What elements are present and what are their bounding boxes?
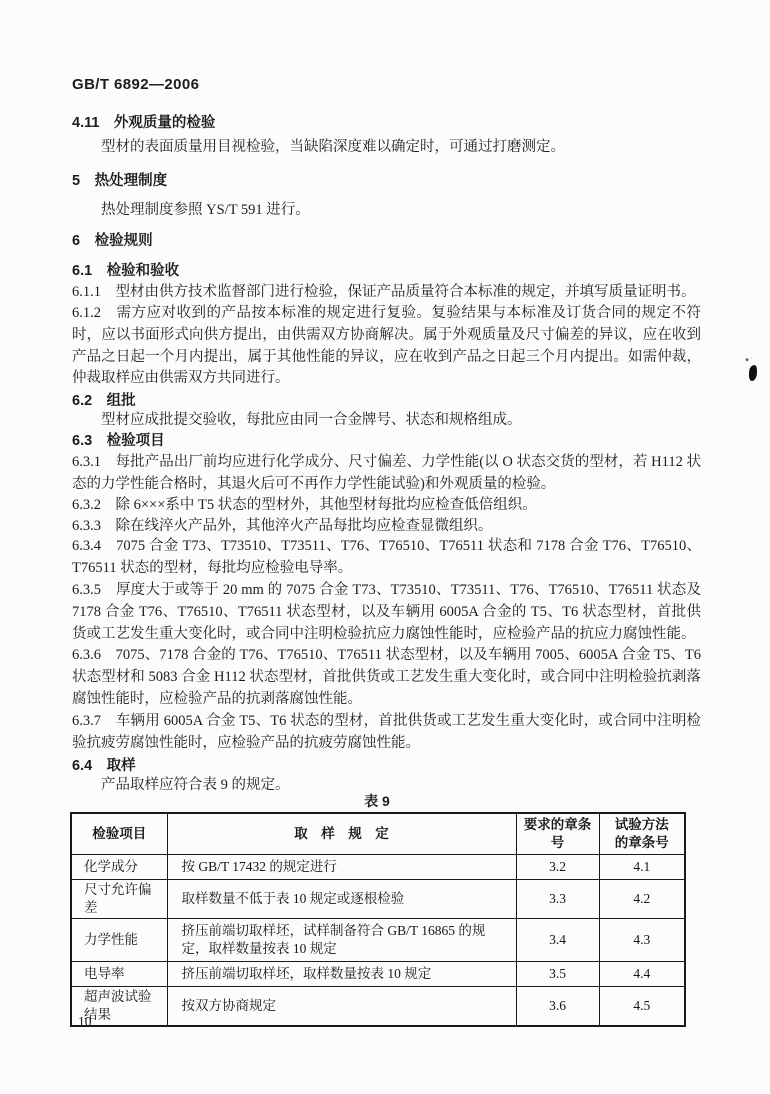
- heading-5: 5 热处理制度: [72, 173, 168, 189]
- table-row: [71, 880, 685, 919]
- doc-code-header: GB/T 6892—2006: [72, 76, 200, 93]
- cell-item: 超声波试验结果: [71, 987, 167, 1027]
- cell-method: 4.2: [599, 880, 685, 919]
- cell-requirement: 3.4: [516, 919, 599, 962]
- col-header-requirement-clause: 要求的章条号: [516, 813, 599, 855]
- clause-6-1-1: 6.1.1 型材由供方技术监督部门进行检验，保证产品质量符合本标准的规定，并填写质量证明书。: [72, 284, 696, 300]
- cell-method: 4.4: [599, 962, 685, 987]
- clause-6-3-6: 6.3.6 7075、7178 合金的 T76、T76510、T76511 状态型材，以及车辆用 7005、6005A 合金 T5、T6 状态型材和 5083 合金 H112 状态型材，首批供货或工艺发生重大变化时，或合同中注明检验抗剥落腐蚀性能时，应检验产品的抗剥落腐蚀性能。: [72, 647, 701, 707]
- cell-requirement: 3.2: [516, 855, 599, 880]
- cell-rule: 挤压前端切取样坯，取样数量按表 10 规定: [167, 962, 516, 987]
- table-header-row: [71, 813, 685, 855]
- cell-item: 电导率: [71, 962, 167, 987]
- cell-item: 化学成分: [71, 855, 167, 880]
- clause-6-3-4: 6.3.4 7075 合金 T73、T73510、T73511、T76、T76510、T76511 状态和 7178 合金 T76、T76510、T76511 状态的型材，每批均应检验电导率。: [72, 538, 701, 576]
- table-row: [71, 962, 685, 987]
- cell-item: 力学性能: [71, 919, 167, 962]
- clause-6-3-1: 6.3.1 每批产品出厂前均应进行化学成分、尺寸偏差、力学性能(以 O 状态交货的型材，若 H112 状态的力学性能合格时，其退火后可不再作力学性能试验)和外观质量的检验。: [72, 454, 701, 492]
- cell-requirement: 3.3: [516, 880, 599, 919]
- clause-6-3-7: 6.3.7 车辆用 6005A 合金 T5、T6 状态的型材，首批供货或工艺发生重大变化时，或合同中注明检验抗疲劳腐蚀性能时，应检验产品的抗疲劳腐蚀性能。: [72, 713, 701, 751]
- cell-rule: 挤压前端切取样坯，试样制备符合 GB/T 16865 的规定，取样数量按表 10 规定: [167, 919, 516, 962]
- cell-requirement: 3.5: [516, 962, 599, 987]
- col-header-test-method-line2: 的章条号: [614, 835, 669, 850]
- table-row: [71, 855, 685, 880]
- col-header-test-method-clause: [599, 813, 685, 855]
- heading-6-2: 6.2 组批: [72, 393, 136, 409]
- clause-6-3-2: 6.3.2 除 6×××系中 T5 状态的型材外，其他型材每批均应检查低倍组织。: [72, 497, 537, 513]
- paragraph-6-2: 型材应成批提交验收，每批应由同一合金牌号、状态和规格组成。: [101, 412, 522, 428]
- clause-6-3-5: 6.3.5 厚度大于或等于 20 mm 的 7075 合金 T73、T73510、T73511、T76、T76510、T76511 状态及 7178 合金 T76、T76510、T76511 状态型材，以及车辆用 6005A 合金的 T5、T6 状态型材，首批供货或工艺发生重大变化时，或合同中注明检验抗应力腐蚀性能时，应检验产品的抗应力腐蚀性能。: [72, 582, 701, 642]
- heading-6: 6 检验规则: [72, 233, 153, 249]
- col-header-sampling-rule: 取 样 规 定: [167, 813, 516, 855]
- col-header-inspection-item: 检验项目: [71, 813, 167, 855]
- heading-6-3: 6.3 检验项目: [72, 433, 165, 449]
- cell-method: 4.1: [599, 855, 685, 880]
- ink-smudge-decoration: [748, 365, 758, 382]
- table-9-caption: 表 9: [364, 793, 390, 809]
- clause-6-3-3: 6.3.3 除在线淬火产品外，其他淬火产品每批均应检查显微组织。: [72, 518, 493, 534]
- cell-requirement: 3.6: [516, 987, 599, 1027]
- cell-rule: 按 GB/T 17432 的规定进行: [167, 855, 516, 880]
- table-row: [71, 919, 685, 962]
- cell-rule: 按双方协商规定: [167, 987, 516, 1027]
- cell-method: 4.3: [599, 919, 685, 962]
- table-row: [71, 987, 685, 1027]
- cell-method: 4.5: [599, 987, 685, 1027]
- heading-6-4: 6.4 取样: [72, 758, 136, 774]
- heading-4-11: 4.11 外观质量的检验: [72, 115, 216, 131]
- clause-6-1-2: 6.1.2 需方应对收到的产品按本标准的规定进行复验。复验结果与本标准及订货合同的规定不符时，应以书面形式向供方提出，由供需双方协商解决。属于外观质量及尺寸偏差的异议，应在收到产品之日起一个月内提出，属于其他性能的异议，应在收到产品之日起三个月内提出。如需仲裁，仲裁取样应由供需双方共同进行。: [72, 305, 701, 387]
- page-number: 10: [78, 1014, 92, 1029]
- heading-6-1: 6.1 检验和验收: [72, 263, 180, 279]
- paragraph-5: 热处理制度参照 YS/T 591 进行。: [101, 202, 310, 218]
- cell-rule: 取样数量不低于表 10 规定或逐根检验: [167, 880, 516, 919]
- col-header-test-method-line1: 试验方法: [614, 817, 669, 832]
- paragraph-4-11: 型材的表面质量用目视检验，当缺陷深度难以确定时，可通过打磨测定。: [101, 139, 565, 155]
- cell-item: 尺寸允许偏差: [71, 880, 167, 919]
- paragraph-6-4: 产品取样应符合表 9 的规定。: [101, 777, 290, 793]
- table-9: [70, 812, 686, 1027]
